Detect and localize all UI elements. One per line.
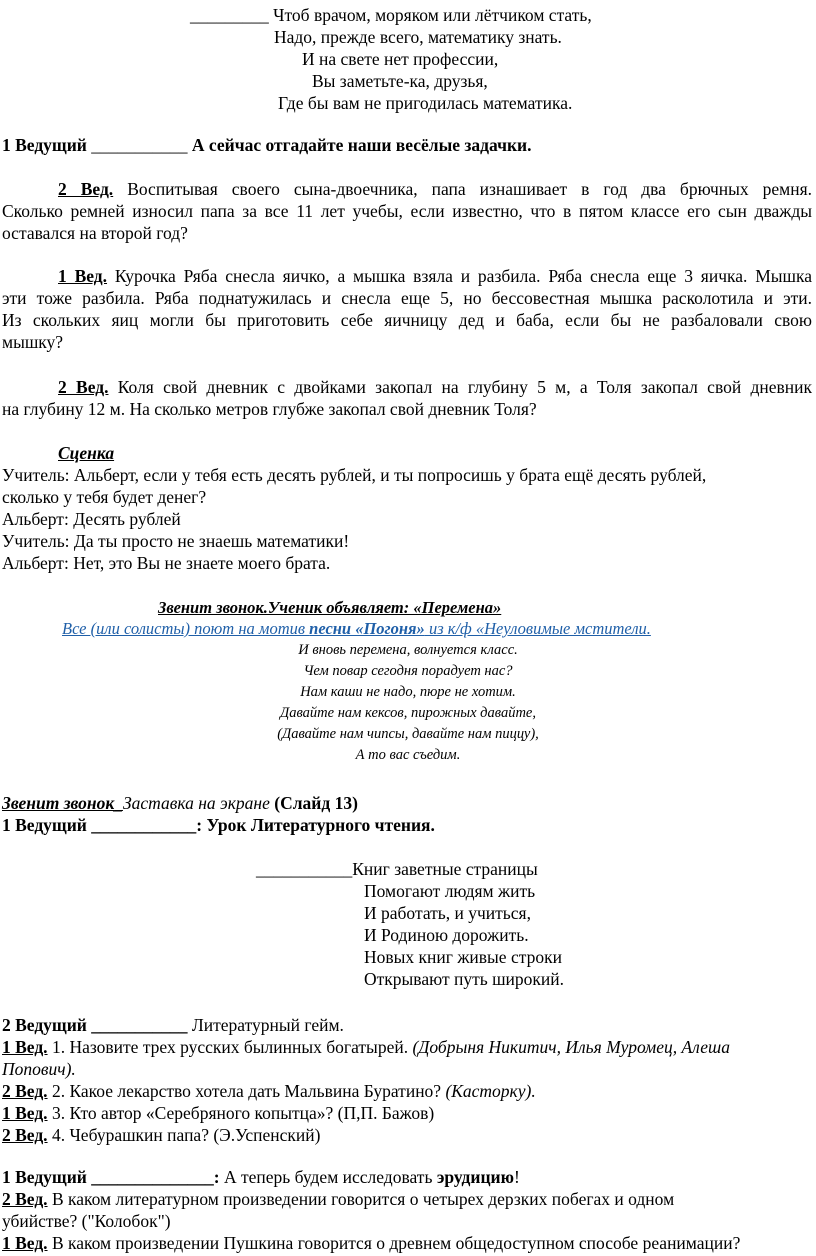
task1-line-3: оставался на второй год? [2, 223, 188, 243]
poem1-line-2: Надо, прежде всего, математику знать. [274, 27, 562, 47]
speaker-label: 2 Вед. [58, 377, 109, 397]
song-link[interactable] [62, 618, 651, 640]
task3-line-2: на глубину 12 м. На сколько метров глубже закопал свой дневник Толя? [2, 399, 537, 419]
lyrics-line-3: Нам каши не надо, пюре не хотим. [300, 684, 516, 700]
poem2-line-3: И работать, и учиться, [364, 903, 531, 923]
lyrics-line-2: Чем повар сегодня порадует нас? [303, 663, 513, 679]
poem1-line-5: Где бы вам не пригодилась математика. [278, 93, 573, 113]
speaker-label: 2 Вед. [2, 1081, 48, 1101]
task3-line-1: Коля свой дневник с двойками закопал на глубину 5 м, а Толя закопал свой дневник [117, 377, 813, 397]
break-heading: Звенит звонок.Ученик объявляет: «Перемена» [158, 598, 502, 617]
quiz-item-1 [2, 1036, 730, 1058]
song-link-bold: песни «Погоня» [309, 619, 425, 638]
task2-paragraph [2, 265, 812, 353]
erudition-question: В каком литературном произведении говорится о четырех дерзких побегах и одном [51, 1189, 675, 1209]
poem2-line-1: ___________Книг заветные страницы [256, 859, 538, 879]
song-link-text: Все (или солисты) поют на мотив [62, 619, 310, 638]
speaker-label: 1 Ведущий [2, 135, 87, 155]
host2-game-line [2, 1014, 344, 1036]
speaker-label: 1 Вед. [58, 266, 108, 286]
scene-line-2: сколько у тебя будет денег? [2, 487, 207, 507]
song-link-tail: из к/ф «Неуловимые мстители. [424, 619, 651, 638]
task2-line-1: Курочка Ряба снесла яичко, а мышка взяла и разбила. Ряба снесла еще 3 яичка. Мышка [114, 266, 813, 286]
lyrics-line-6: А то вас съедим. [355, 747, 461, 763]
host1-lesson-text: : Урок Литературного чтения. [196, 815, 435, 835]
poem2-line-2: Помогают людям жить [364, 881, 536, 901]
quiz-question: 2. Какое лекарство хотела дать Мальвина Буратино? [51, 1081, 442, 1101]
speaker-label: 2 Ведущий [2, 1015, 87, 1035]
host1-riddles-text: А сейчас отгадайте наши весёлые задачки. [191, 135, 532, 155]
erudition-text: А теперь будем исследовать [223, 1167, 437, 1187]
poem1-line-4: Вы заметьте-ка, друзья, [312, 71, 488, 91]
quiz-answer: (Добрыня Никитич, Илья Муромец, Алеша [412, 1037, 730, 1057]
task1-line-2: Сколько ремней износил папа за все 11 лет учебы, если известно, что в пятом классе его сын дважды [2, 201, 812, 221]
colon: : [213, 1167, 220, 1187]
blank-line: _ [114, 793, 123, 813]
lyrics-line-5: (Давайте нам чипсы, давайте нам пиццу), [277, 726, 539, 742]
lyrics-line-1: И вновь перемена, волнуется класс. [298, 642, 518, 658]
speaker-label: 1 Вед. [2, 1103, 48, 1123]
poem1-line-3: И на свете нет профессии, [302, 49, 499, 69]
erudition-question: В каком произведении Пушкина говорится о древнем общедоступном способе реанимации? [51, 1233, 741, 1253]
scene-line-1: Учитель: Альберт, если у тебя есть десять рублей, и ты попросишь у брата ещё десять рублей, [2, 465, 707, 485]
erudition-bold: эрудицию [436, 1167, 515, 1187]
speaker-label: 2 Вед. [2, 1189, 48, 1209]
speaker-label: 2 Вед. [2, 1125, 48, 1145]
blank-line: ___________ [91, 135, 188, 155]
erudition-item-1 [2, 1188, 674, 1210]
quiz-question: 4. Чебурашкин папа? (Э.Успенский) [51, 1125, 321, 1145]
speaker-label: 1 Вед. [2, 1233, 48, 1253]
scene-line-3: Альберт: Десять рублей [2, 509, 181, 529]
lyrics-line-4: Давайте нам кексов, пирожных давайте, [280, 705, 536, 721]
poem1-line-1: _________ Чтоб врачом, моряком или лётчиком стать, [190, 5, 592, 25]
scene-line-4: Учитель: Да ты просто не знаешь математики! [2, 531, 350, 551]
host1-erudition-line: 1 Ведущий ______________: А теперь будем исследовать эрудицию! [2, 1167, 520, 1187]
slide-label: (Слайд 13) [274, 793, 358, 813]
quiz-question: 1. Назовите трех русских былинных богатырей. [51, 1037, 409, 1057]
blank-line: ___________ [91, 1015, 188, 1035]
poem2-line-5: Новых книг живые строки [364, 947, 562, 967]
blank-line: ____________ [91, 815, 197, 835]
speaker-label: 1 Вед. [2, 1037, 48, 1057]
quiz-item-1-cont: Попович). [2, 1059, 76, 1079]
quiz-answer: (Касторку). [445, 1081, 536, 1101]
speaker-label: 1 Ведущий [2, 1167, 87, 1187]
task1-paragraph [2, 178, 812, 244]
quiz-question: 3. Кто автор «Серебряного копытца»? (П,П. Бажов) [51, 1103, 435, 1123]
scene-title: Сценка [58, 443, 115, 463]
screen-label: Заставка на экране [122, 793, 270, 813]
erudition-item-2 [2, 1232, 740, 1254]
host1-lesson-line [2, 814, 435, 836]
bell-label: Звенит звонок [2, 793, 115, 813]
task2-line-3: Из скольких яиц могли бы приготовить себе яичницу дед и баба, если бы не разбаловали свою [2, 310, 812, 330]
speaker-label: 2 Вед. [58, 179, 114, 199]
speaker-label: 1 Ведущий [2, 815, 87, 835]
host1-riddles-line [2, 134, 531, 156]
scene-line-5: Альберт: Нет, это Вы не знаете моего брата. [2, 553, 331, 573]
host2-game-text: Литературный гейм. [191, 1015, 344, 1035]
task1-line-1: Воспитывая своего сына-двоечника, папа изнашивает в год два брючных ремня. [127, 179, 813, 199]
task2-line-4: мышку? [2, 332, 64, 352]
poem2-line-4: И Родиною дорожить. [364, 925, 529, 945]
poem2-line-6: Открывают путь широкий. [364, 969, 565, 989]
task2-line-2: эти тоже разбила. Ряба поднатужилась и снесла еще 5, но бессовестная мышка расколотила и эти. [2, 288, 812, 308]
bell2-line [2, 792, 358, 814]
task3-paragraph [2, 376, 812, 420]
blank-line: ______________ [91, 1167, 214, 1187]
quiz-item-3 [2, 1102, 434, 1124]
quiz-item-4 [2, 1124, 320, 1146]
erudition-item-1-cont: убийстве? ("Колобок") [2, 1211, 171, 1231]
quiz-item-2 [2, 1080, 536, 1102]
